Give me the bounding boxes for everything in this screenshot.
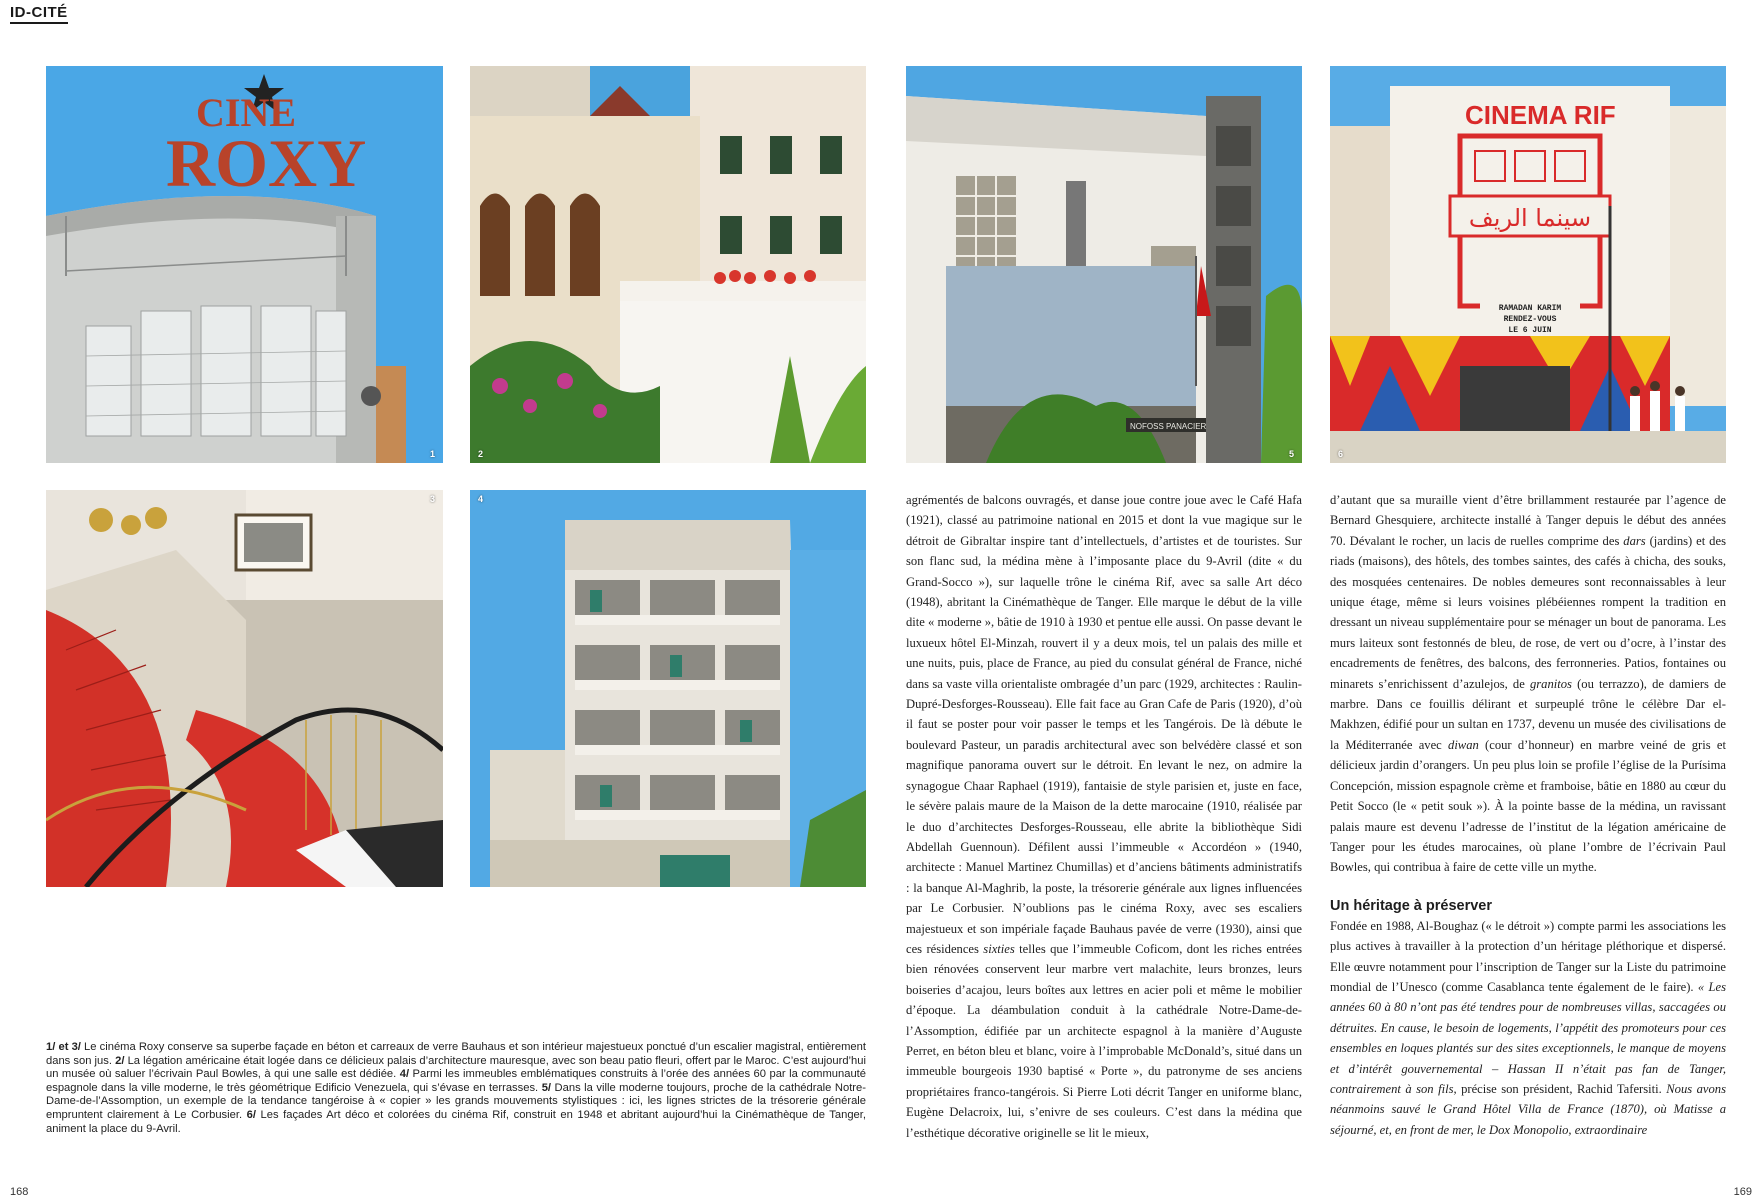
photo-number: 4 [478,494,484,504]
section-prefix: ID- [10,4,32,21]
photo-number: 2 [478,449,484,459]
caption-5-text: Dans la ville moderne toujours, proche de la cathédrale Notre-Dame-de-l’Assomption, un exemple de la tendance tangéroise à « copier » les grands mouvements stylistiques : ici, les lignes strictes de la trésorerie générale empruntent clairement à Le Corbusier. [46,1081,866,1121]
tresorerie-sign: NOFOSS PANACIER [1130,422,1207,431]
paragraph-text: (ou terrazzo), de damiers de marbre. Dans ce fouillis délirant et surpeuplé trône le célèbre Dar el-Makhzen, édifié pour un sultan en 1737, devenu un musée des civilisations de la Méditerranée avec [1330,676,1726,752]
venezuela-illustration [470,490,866,887]
paragraph-quote: « Les années 60 à 80 n’ont pas été tendres pour de nombreuses villas, saccagées ou détruites. En cause, le besoin de logements, l’appétit des promoteurs pour ces ensembles en loques plantés sur des sites exceptionnels, le manque de moyens et d’intérêt gouvernemental – Hassan II n’était pas fan de Tanger, contrairement à son fils, [1330,979,1726,1096]
photo-tresorerie-generale [906,66,1302,463]
rif-banner-2: RENDEZ-VOUS [1503,315,1557,324]
article-paragraph [1330,490,1726,878]
photo-number: 3 [429,494,435,504]
rif-sign: CINEMA RIF [1465,100,1616,130]
roxy-illustration [46,66,443,463]
paragraph-quote: Nous avons néanmoins sauvé le Grand Hôtel Villa de France (1870), où Matisse a séjourné, et, en front de mer, le Dox Monopolio, extraordinaire [1330,1081,1726,1137]
paragraph-text: (jardins) et des riads (maisons), des hôtels, des tombes saintes, des cafés à chicha, des souks, des mosquées centenaires. De nobles demeures sont reconnaissables à leur unique étage, même si leurs voisines plébéiennes rompent la tradition en dressant un niveau supplémentaire pour se ménager un bout de panorama. Les murs laiteux sont festonnés de bleu, de rose, de vert ou d’ocre, à l’instar des encadrements de fenêtres, des balcons, des ferronneries. Patios, fontaines ou minarets s’enrichissent d’azulejos, de [1330,533,1726,691]
caption-4-text: Parmi les immeubles emblématiques construits à l’orée des années 60 par la communauté espagnole dans la ville moderne, le très géométrique Edificio Venezuela, qui s’évase en terrasses. [46,1068,866,1094]
paragraph-text: d’autant que sa muraille vient d’être brillamment restaurée par l’agence de Bernard Ghesquiere, architecte installé à Tanger depuis le début des années 70. Dévalant le rocher, un lacis de ruelles comprime des [1330,493,1726,548]
photo-edificio-venezuela [470,490,866,887]
roxy-sign-top: CINE [196,90,297,135]
cinema-rif-illustration [1330,66,1726,463]
page-number-left: 168 [10,1186,29,1198]
paragraph-text: (cour d’honneur) en marbre veiné de gris et délicieux jardin d’orangers. Un peu plus loin se profile l’église de la Purísima Concepción, mission espagnole crème et framboise, bâtie en 1880 au cœur du Petit Socco (le « petit souk »). À la pointe basse de la médina, un ravissant palais maure est devenu l’adresse de l’institut de la légation américaine de Tanger pour les études marocaines, où plane l’ombre de l’écrivain Paul Bowles, qui contribua à faire de cette ville un mythe. [1330,737,1726,875]
paragraph-text: telles que l’immeuble Coficom, dont les riches entrées bien rénovées conservent leur marbre vert malachite, leurs bronzes, leurs boiseries d’acajou, leurs boîtes aux lettres en acier poli et même le mobilier d’époque. La déambulation conduit à la cathédrale Notre-Dame-de-l’Assomption, édifiée par un architecte espagnol à la manière d’Auguste Perret, en béton bleu et blanc, voire à l’improbable McDonald’s, situé dans un immeuble bourgeois 1930 baptisé « Porte », du patronyme de ses anciens propriétaires franco-tangérois. Si Pierre Loti décrit Tanger en uniforme blanc, Eugène Delacroix, lui, s’enivre de ses couleurs. C’est dans la médina que l’esthétique décorative originelle se lit le mieux, [906,941,1302,1140]
paragraph-text: agrémentés de balcons ouvragés, et danse joue contre joue avec le Café Hafa (1921), classé au patrimoine national en 2015 et dont la vue magique sur le détroit de Gibraltar inspire tant d’intellectuels, d’artistes et de touristes. Sur son flanc sud, la médina mène à l’imposante place du 9-Avril (dite « du Grand-Socco »), sur laquelle trône le cinéma Rif, avec sa salle Art déco (1948), abritant la Cinémathèque de Tanger. Elle marque le début de la ville dite « moderne », bâtie de 1910 à 1930 et pentue elle aussi. On passe devant le luxueux hôtel El-Minzah, rouvert il y a deux mois, tel un palais des mille et une nuits, puis, place de France, au pied du consulat général de France, niché dans sa vaste villa orientaliste ombragée d’un parc (1929, architectes : Raulin-Dupré-Desforges-Rousseau). Elle fait face au Gran Cafe de Paris (1920), d’où il faut se poster pour voir passer le temps et les Tangérois. De là débute le boulevard Pasteur, un paradis architectural avec son belvédère classé et son magnifique panorama ouvert sur le détroit. En levant le nez, on admire la synagogue Chaar Raphael (1919), fantaisie de style parisien et, juste en face, le sévère palais maure de la Maison de la dette marocaine (1910, réalisée par le duo d’architectes Desforges-Rousseau, elle abrite la bibliothèque Sidi Abdellah Guennoun). Défilent aussi l’immeuble « Accordéon » (1940, architecte : Manuel Martinez Chumillas) et d’anciens bâtiments administratifs : la banque Al-Maghrib, la poste, la trésorerie générale aux lignes influencées par Le Corbusier. N’oublions pas le cinéma Roxy, avec ses escaliers majestueux et son impériale façade Bauhaus pavée de verre (1930), ainsi que ces résidences [906,493,1302,956]
article-column-right [1330,490,1726,1140]
paragraph-italic: sixties [983,941,1015,956]
page-number-right: 169 [1733,1186,1752,1198]
photo-number: 1 [429,449,435,459]
rif-banner-3: LE 6 JUIN [1508,326,1552,335]
photo-captions [46,1041,866,1136]
photo-number: 6 [1338,449,1344,459]
legation-illustration [470,66,866,463]
paragraph-italic: granitos [1529,676,1572,691]
staircase-illustration [46,490,443,887]
roxy-sign-main: ROXY [166,125,367,201]
photo-cinema-rif [1330,66,1726,463]
caption-6-number: 6/ [246,1108,256,1121]
caption-4-number: 4/ [399,1068,410,1081]
article-paragraph [1330,916,1726,1140]
caption-2-number: 2/ [115,1054,125,1067]
article-column-left [906,490,1302,1143]
paragraph-italic: dars [1623,533,1646,548]
paragraph-text: précise son président, Rachid Tafersiti. [1456,1081,1667,1096]
caption-1-text: Le cinéma Roxy conserve sa superbe façade en béton et carreaux de verre Bauhaus et son intérieur majestueux ponctué d’un escalier magistral, entièrement dans son jus. [46,1041,866,1067]
article-paragraph [906,490,1302,1143]
caption-2-text: La légation américaine était logée dans ce délicieux palais d’architecture mauresque, avec son beau patio fleuri, offert par le Maroc. C’est aujourd’hui un musée où saluer l’écrivain Paul Bowles, à qui une salle est dédiée. [46,1054,866,1081]
caption-6-text: Les façades Art déco et colorées du cinéma Rif, construit en 1948 et abritant aujourd’hui la Cinémathèque de Tanger, animent la place du 9-Avril. [46,1108,866,1135]
photo-cine-roxy [46,66,443,463]
caption-5-number: 5/ [541,1081,552,1094]
paragraph-text: Fondée en 1988, Al-Boughaz (« le détroit ») compte parmi les associations les plus actives à travailler à la protection d’un héritage pléthorique et dispersé. Elle œuvre notamment pour l’inscription de Tanger sur la Liste du patrimoine mondial de l’Unesco (comme Casablanca tente également de le faire). [1330,918,1726,994]
rif-sign-arabic: سينما الريف [1468,204,1592,232]
caption-1-number: 1/ et 3/ [46,1041,81,1053]
section-name: CITÉ [31,4,68,21]
tresorerie-illustration [906,66,1302,463]
photo-roxy-staircase [46,490,443,887]
rif-banner-1: RAMADAN KARIM [1498,304,1562,313]
photo-american-legation [470,66,866,463]
section-tag [10,4,68,24]
section-subheading: Un héritage à préserver [1330,897,1492,914]
paragraph-italic: diwan [1448,737,1479,752]
photo-number: 5 [1288,449,1294,459]
